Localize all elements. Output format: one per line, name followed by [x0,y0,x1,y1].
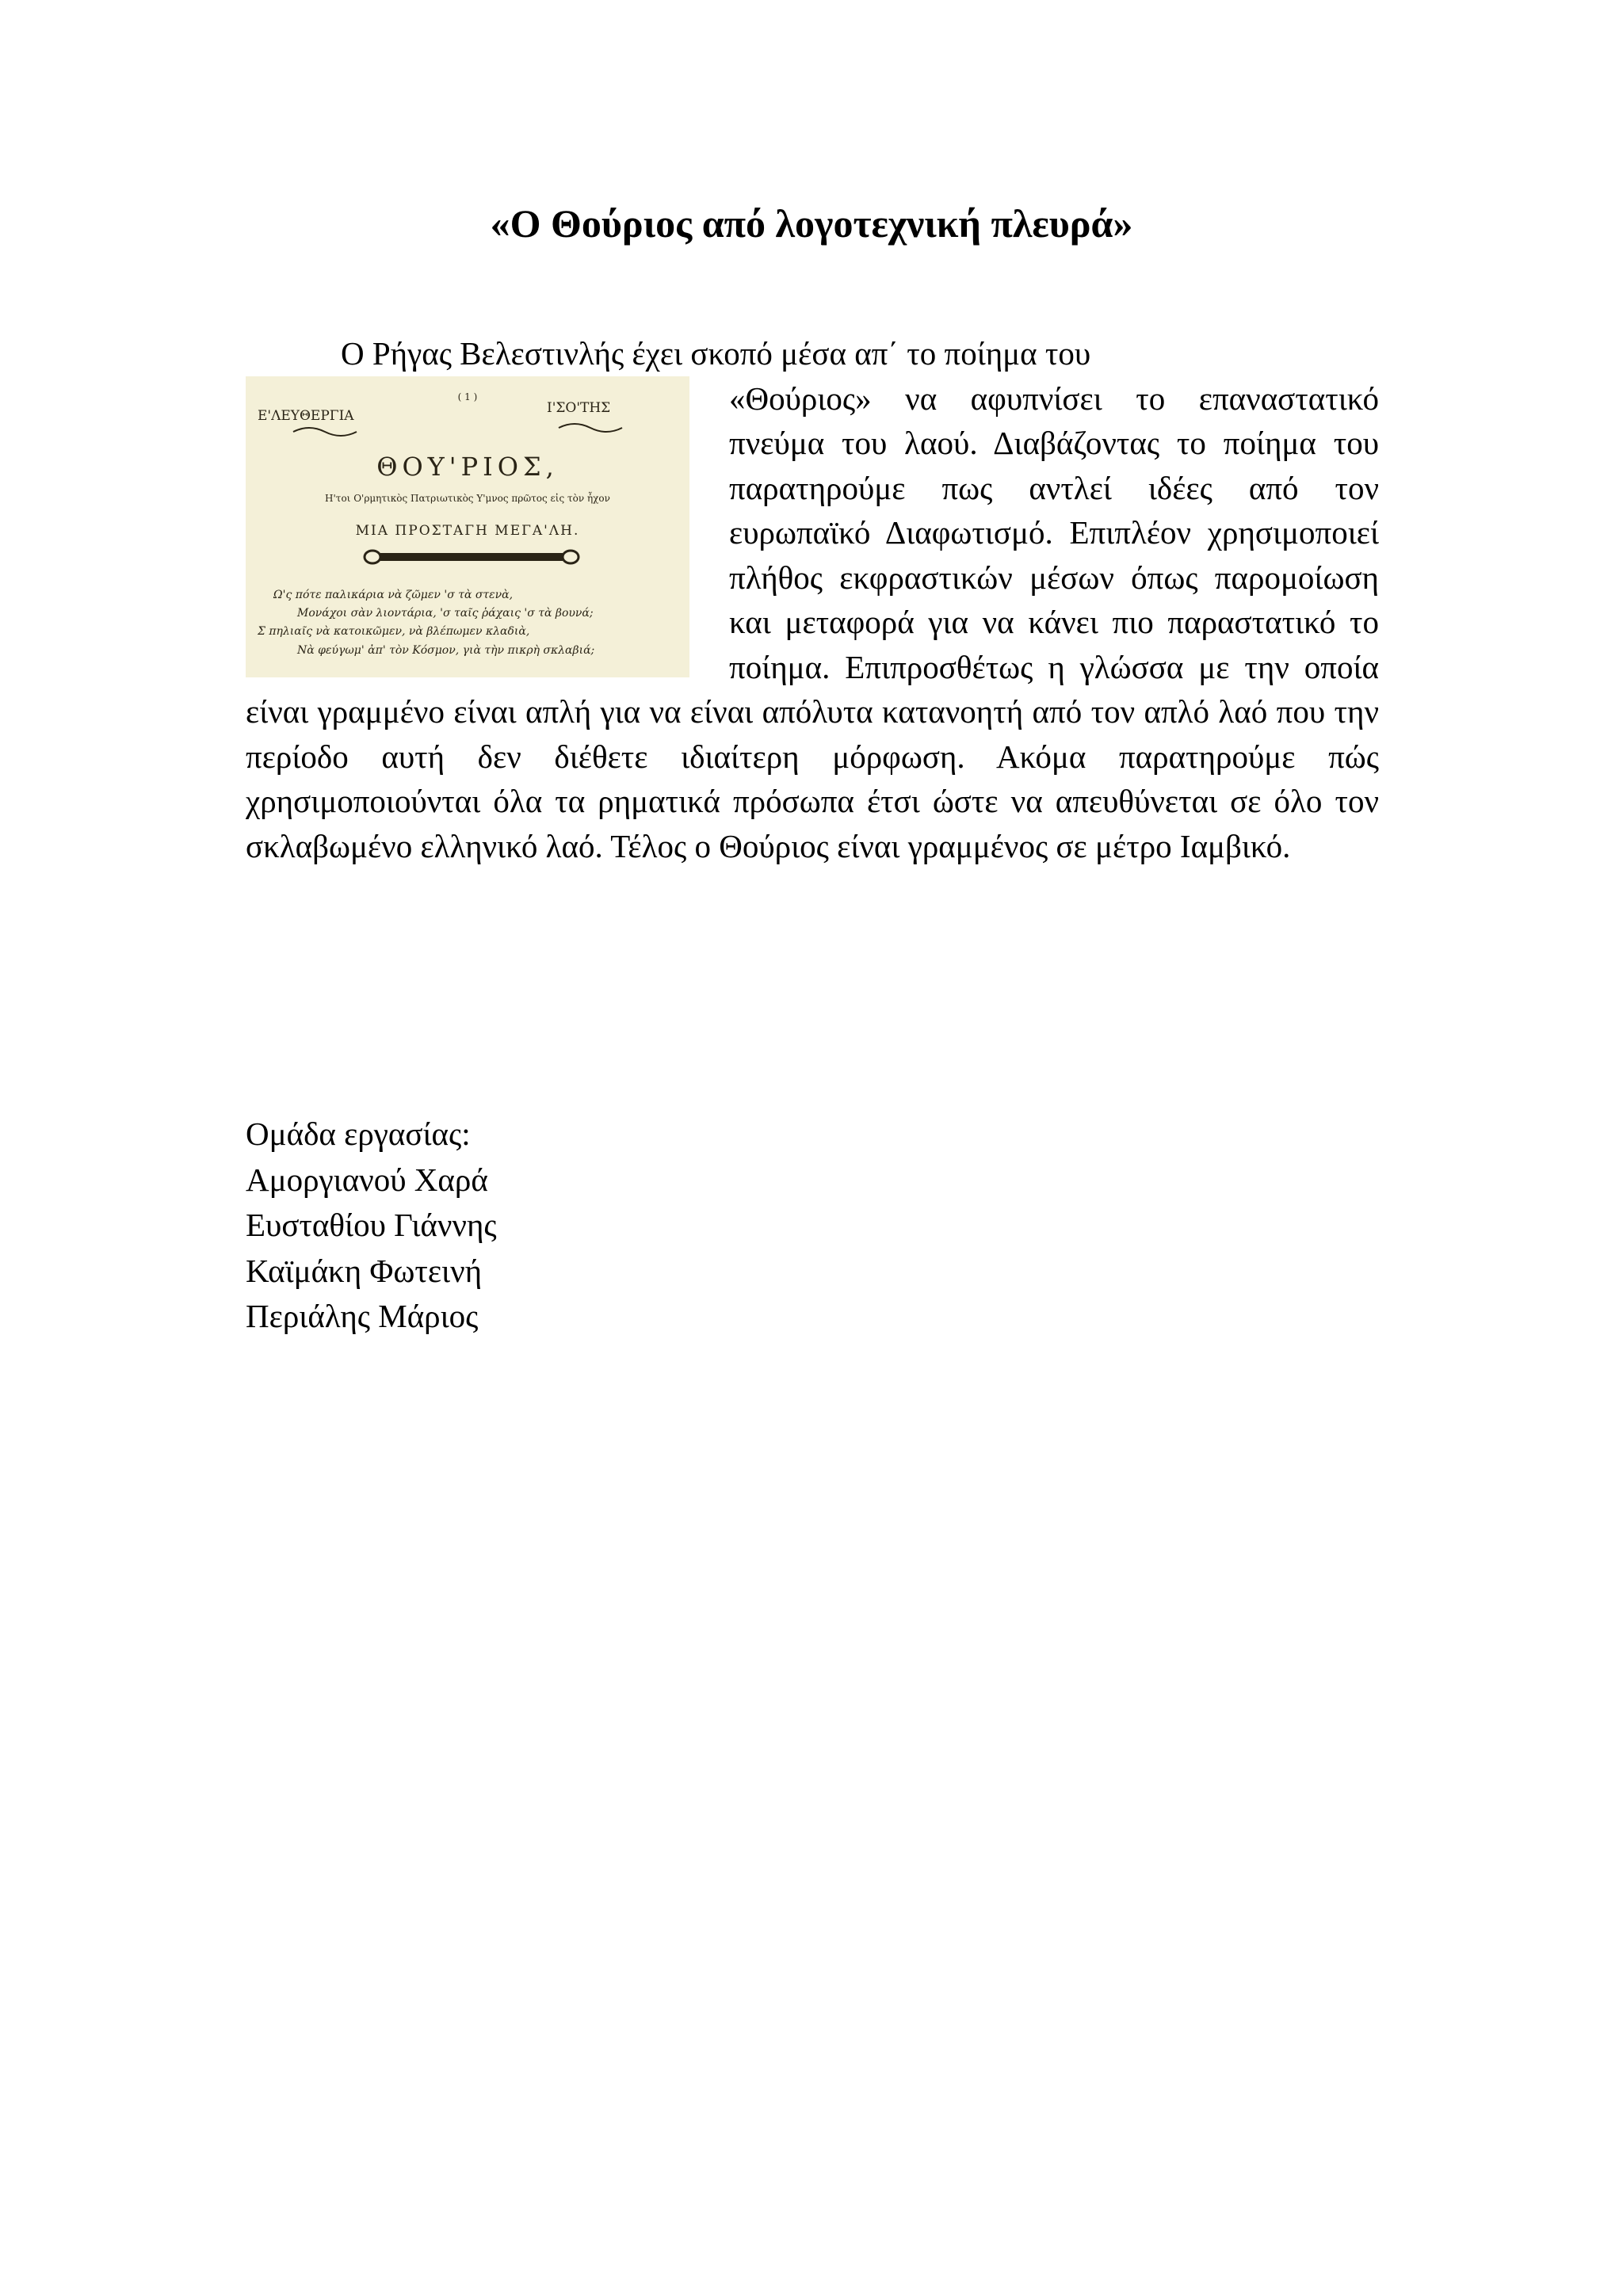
note-mark: ( 1 ) [457,391,478,402]
left-motto: Ε'ΛΕΥΘΕΡΓΙΑ [258,407,354,424]
thourios-print-svg [246,376,689,677]
paragraph-first-line: Ο Ρήγας Βελεστινλής έχει σκοπό μέσα απ΄ το ποίημα του [341,335,1091,372]
print-subtitle: Η'τοι Ο'ρμητικὸς Πατριωτικὸς Υ'μνος πρῶτος εἰς τὸν ἦχον [325,492,610,504]
page-title: «Ο Θούριος από λογοτεχνική πλευρά» [490,201,1133,246]
right-motto: Ι'ΣΟ'ΤΗΣ [547,399,611,416]
team-block [246,1112,497,1340]
paragraph-continuation: «Θούριος» να αφυπνίσει το επαναστατικό πνεύμα του λαού. Διαβάζοντας το ποίημα του παρατηρούμε πως αντλεί ιδέες από τον ευρωπαϊκό Διαφωτισμό. Επιπλέον χρησιμοποιεί πλήθος εκφραστικών μέσων όπως παρομοίωση και μεταφορά για να κάνει πιο παραστατικό το ποίημα. Επιπροσθέτως η γλώσσα με την οποία είναι γραμμένο είναι απλή για να είναι απόλυτα κατανοητή από τον απλό λαό που την περίοδο αυτή δεν διέθετε ιδιαίτερη μόρφωση. Ακόμα παρατηρούμε πώς χρησιμοποιούνται όλα τα ρηματικά πρόσωπα έτσι ώστε να απευθύνεται σε όλο τον σκλαβωμένο ελληνικό λαό. Τέλος ο Θούριος είναι γραμμένος σε μέτρο Ιαμβικό. [246,379,1379,864]
team-member: Αμοργιανού Χαρά [246,1161,488,1198]
team-heading: Ομάδα εργασίας: [246,1116,471,1152]
thourios-print-image [246,376,707,677]
body-paragraph [246,331,1379,868]
verse-4: Νὰ φεύγωμ' ἀπ' τὸν Κόσμον, γιὰ τὴν πικρὴ σκλαβιά; [297,643,595,657]
team-member: Καϊμάκη Φωτεινή [246,1252,483,1289]
print-tune: ΜΙΑ ΠΡΟΣΤΑΓΗ ΜΕΓΑ'ΛΗ. [355,522,580,539]
verse-2: Μονάχοι σὰν λιοντάρια, 'σ ταῖς ῥάχαις 'σ τὰ βουνά; [297,606,594,620]
print-heading: ΘΟΥ'ΡΙΟΣ, [376,451,559,482]
team-member: Ευσταθίου Γιάννης [246,1207,497,1243]
verse-3: Σ πηλιαῖς νὰ κατοικῶμεν, νὰ βλέπωμεν κλαδιὰ, [258,624,530,638]
team-member: Περιάλης Μάριος [246,1298,479,1334]
verse-1: Ω'ς πότε παλικάρια νὰ ζῶμεν 'σ τὰ στενὰ, [273,588,514,601]
